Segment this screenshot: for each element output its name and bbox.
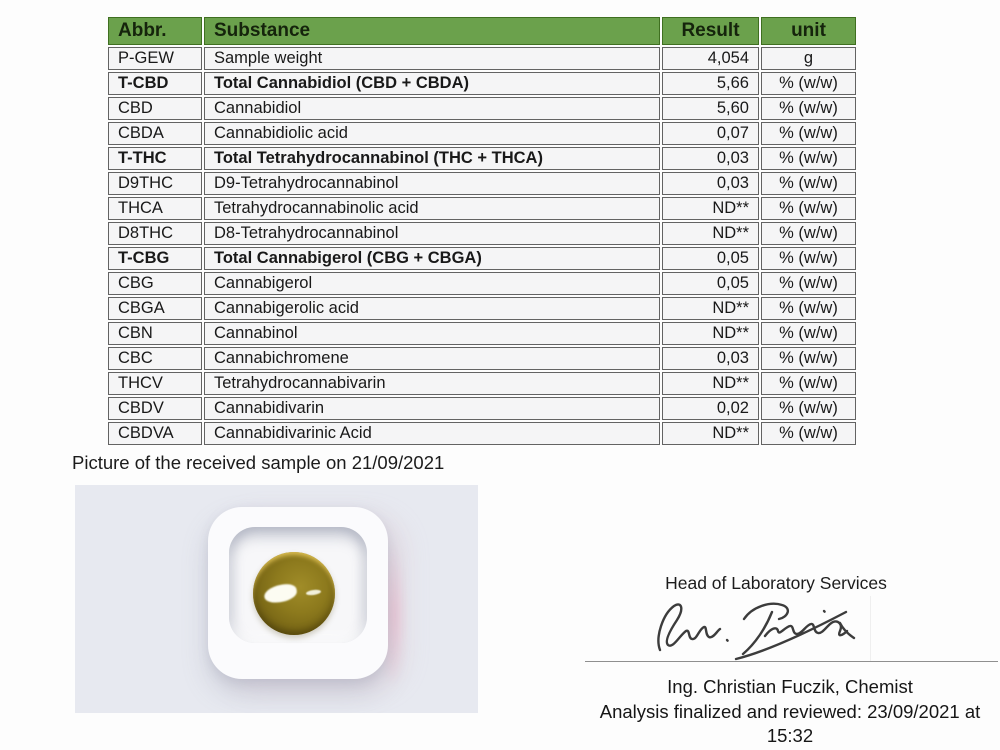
finalized-line2: 15:32 xyxy=(766,725,814,746)
cell-unit: % (w/w) xyxy=(761,72,856,95)
table-row xyxy=(108,422,856,445)
finalized-line1: Analysis finalized and reviewed: 23/09/2021 at xyxy=(599,701,981,722)
table-row xyxy=(108,297,856,320)
cell-substance: Tetrahydrocannabinolic acid xyxy=(204,197,660,220)
cell-substance: Cannabidivarinic Acid xyxy=(204,422,660,445)
cell-result: 0,03 xyxy=(662,347,759,370)
table-row xyxy=(108,147,856,170)
cell-abbr: P-GEW xyxy=(108,47,202,70)
cell-substance: D8-Tetrahydrocannabinol xyxy=(204,222,660,245)
cell-substance: Cannabichromene xyxy=(204,347,660,370)
analysis-finalized-text xyxy=(580,700,1000,748)
signature-block xyxy=(580,566,1000,750)
table-row xyxy=(108,322,856,345)
cell-result: 0,05 xyxy=(662,272,759,295)
cell-unit: % (w/w) xyxy=(761,347,856,370)
cell-abbr: CBG xyxy=(108,272,202,295)
results-table xyxy=(106,15,854,447)
cell-substance: Cannabidiolic acid xyxy=(204,122,660,145)
cell-unit: % (w/w) xyxy=(761,122,856,145)
cell-abbr: D9THC xyxy=(108,172,202,195)
cell-abbr: T-CBD xyxy=(108,72,202,95)
cell-abbr: D8THC xyxy=(108,222,202,245)
cell-unit: % (w/w) xyxy=(761,247,856,270)
signer-name: Ing. Christian Fuczik, Chemist xyxy=(667,676,913,697)
cell-unit: g xyxy=(761,47,856,70)
cell-substance: Tetrahydrocannabivarin xyxy=(204,372,660,395)
signature-title: Head of Laboratory Services xyxy=(665,573,887,593)
cell-result: 0,05 xyxy=(662,247,759,270)
header-substance: Substance xyxy=(204,17,660,45)
cell-substance: Total Cannabidiol (CBD + CBDA) xyxy=(204,72,660,95)
table-row xyxy=(108,122,856,145)
cell-substance: Cannabigerol xyxy=(204,272,660,295)
cell-abbr: T-CBG xyxy=(108,247,202,270)
cell-abbr: CBDA xyxy=(108,122,202,145)
cell-result: ND** xyxy=(662,422,759,445)
cell-abbr: CBGA xyxy=(108,297,202,320)
cell-result: 0,07 xyxy=(662,122,759,145)
cell-abbr: THCV xyxy=(108,372,202,395)
cell-substance: Cannabinol xyxy=(204,322,660,345)
cell-unit: % (w/w) xyxy=(761,397,856,420)
cell-abbr: CBN xyxy=(108,322,202,345)
cell-abbr: CBDV xyxy=(108,397,202,420)
table-row xyxy=(108,247,856,270)
signature-image xyxy=(646,594,884,662)
cell-substance: Total Cannabigerol (CBG + CBGA) xyxy=(204,247,660,270)
cell-result: 0,03 xyxy=(662,147,759,170)
table-row xyxy=(108,47,856,70)
header-result: Result xyxy=(662,17,759,45)
table-row xyxy=(108,172,856,195)
header-unit: unit xyxy=(761,17,856,45)
cell-result: 0,02 xyxy=(662,397,759,420)
cell-substance: Sample weight xyxy=(204,47,660,70)
cell-unit: % (w/w) xyxy=(761,222,856,245)
cell-result: 5,60 xyxy=(662,97,759,120)
cell-result: ND** xyxy=(662,372,759,395)
table-row xyxy=(108,347,856,370)
oil-highlight xyxy=(263,582,298,604)
cell-abbr: THCA xyxy=(108,197,202,220)
cell-abbr: CBDVA xyxy=(108,422,202,445)
sample-photo xyxy=(75,485,478,713)
table-row xyxy=(108,372,856,395)
cell-result: ND** xyxy=(662,222,759,245)
table-row xyxy=(108,72,856,95)
oil-glint xyxy=(306,589,322,596)
table-row xyxy=(108,197,856,220)
cell-substance: Cannabidiol xyxy=(204,97,660,120)
cell-substance: D9-Tetrahydrocannabinol xyxy=(204,172,660,195)
cell-unit: % (w/w) xyxy=(761,422,856,445)
cell-result: 4,054 xyxy=(662,47,759,70)
cell-unit: % (w/w) xyxy=(761,147,856,170)
table-header-row xyxy=(108,17,856,45)
cell-result: 5,66 xyxy=(662,72,759,95)
cell-abbr: T-THC xyxy=(108,147,202,170)
table-row xyxy=(108,222,856,245)
cell-result: 0,03 xyxy=(662,172,759,195)
cell-substance: Cannabidivarin xyxy=(204,397,660,420)
table-row xyxy=(108,272,856,295)
cell-unit: % (w/w) xyxy=(761,372,856,395)
results-table-body xyxy=(108,47,856,445)
cell-result: ND** xyxy=(662,297,759,320)
cell-unit: % (w/w) xyxy=(761,197,856,220)
cell-unit: % (w/w) xyxy=(761,172,856,195)
table-row xyxy=(108,397,856,420)
table-row xyxy=(108,97,856,120)
sample-photo-caption: Picture of the received sample on 21/09/2021 xyxy=(72,452,445,473)
signature-line xyxy=(585,661,998,662)
cell-unit: % (w/w) xyxy=(761,297,856,320)
cell-abbr: CBC xyxy=(108,347,202,370)
cell-unit: % (w/w) xyxy=(761,272,856,295)
header-abbr: Abbr. xyxy=(108,17,202,45)
cell-unit: % (w/w) xyxy=(761,322,856,345)
cell-result: ND** xyxy=(662,322,759,345)
cell-result: ND** xyxy=(662,197,759,220)
cell-substance: Cannabigerolic acid xyxy=(204,297,660,320)
cell-abbr: CBD xyxy=(108,97,202,120)
cell-substance: Total Tetrahydrocannabinol (THC + THCA) xyxy=(204,147,660,170)
cell-unit: % (w/w) xyxy=(761,97,856,120)
oil-sample-blob xyxy=(253,552,335,635)
